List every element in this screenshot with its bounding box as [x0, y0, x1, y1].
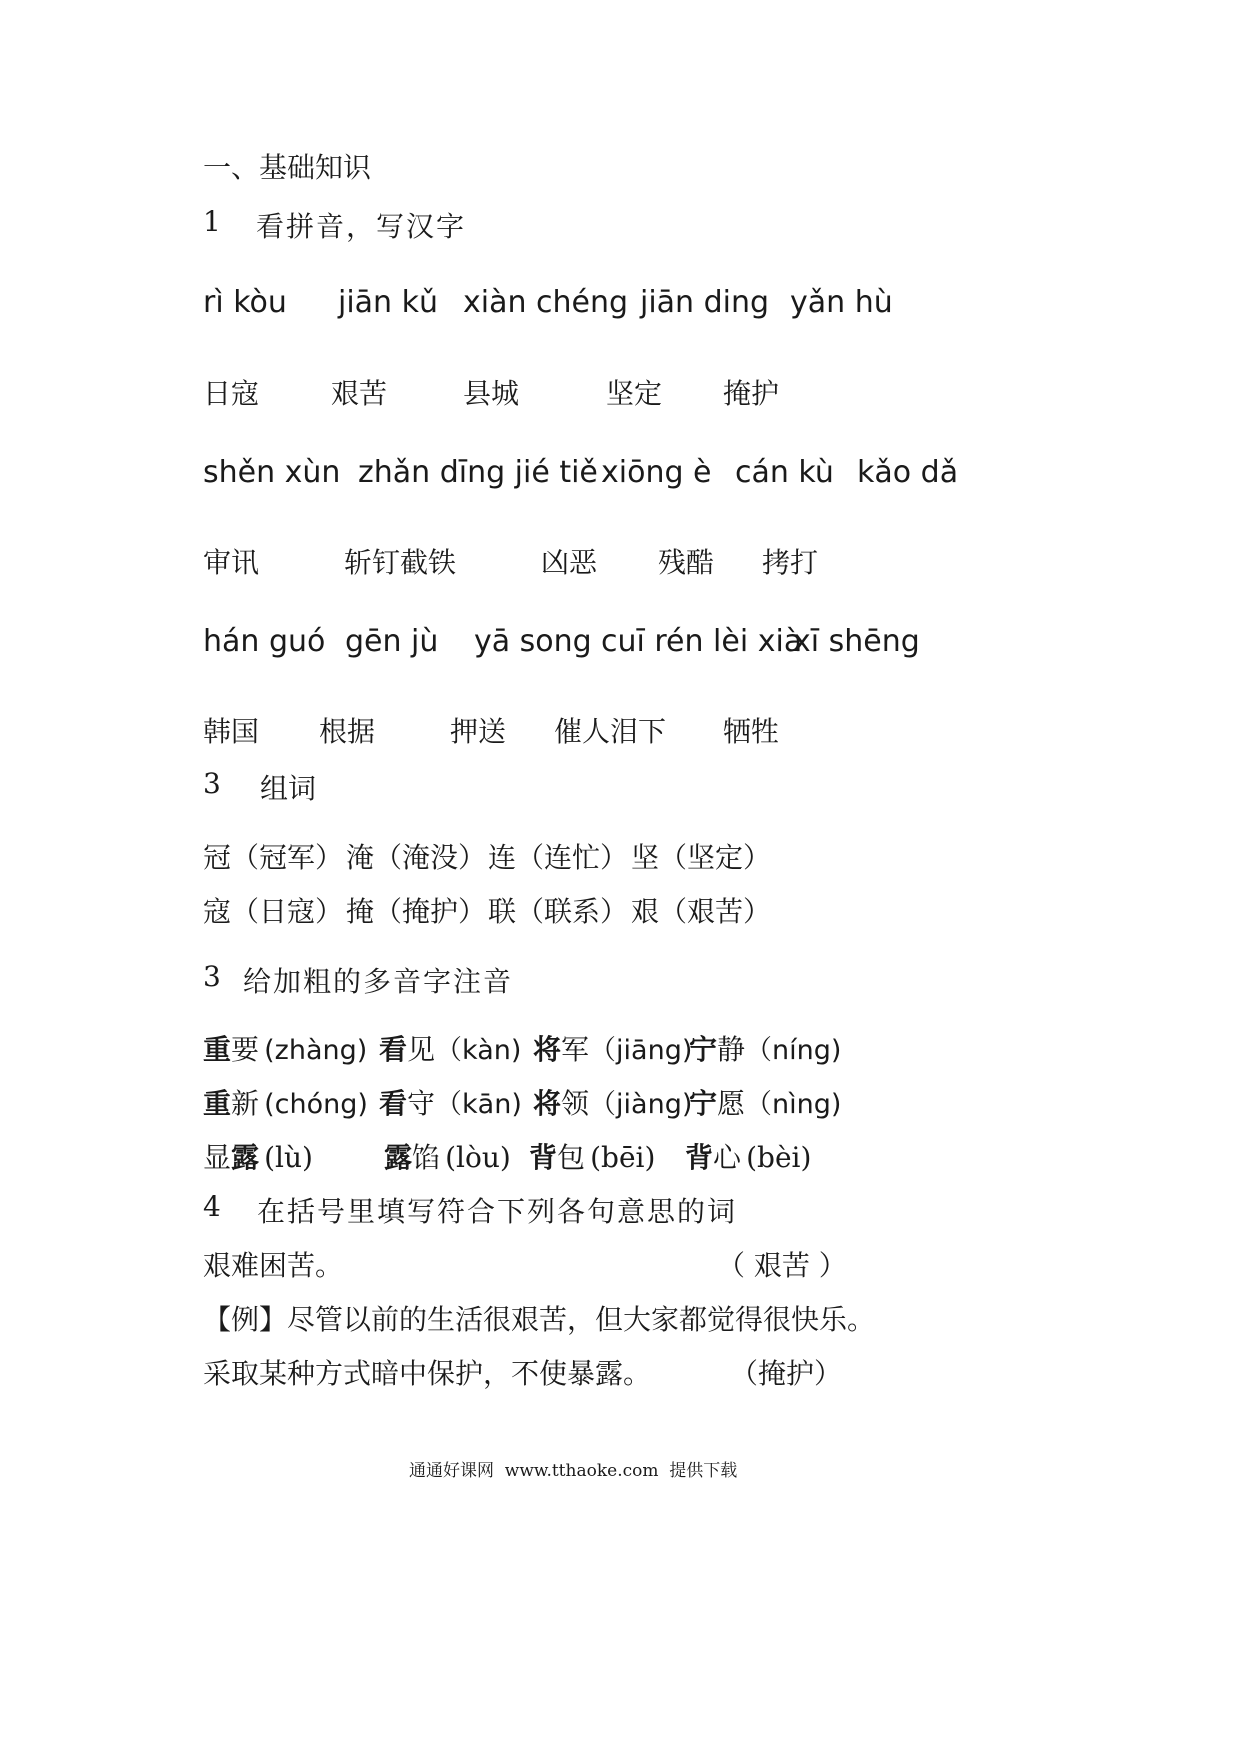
q4-number: 4 — [203, 1190, 221, 1223]
polyphone-rest: 愿 — [717, 1087, 746, 1120]
pinyin-word: yā song — [474, 624, 592, 659]
polyphone-item — [689, 1028, 841, 1068]
polyphone-pinyin: (bèi) — [746, 1141, 812, 1174]
polyphone-pinyin: （jiàng) — [589, 1089, 693, 1120]
polyphone-rest: 馅 — [412, 1141, 441, 1174]
q4-title: 在括号里填写符合下列各句意思的词 — [257, 1195, 738, 1228]
word-group: 掩（掩护） — [346, 895, 487, 928]
polyphone-rest: 见 — [407, 1033, 436, 1066]
pinyin-word: shěn xùn — [203, 455, 341, 490]
q2-number: 3 — [203, 767, 221, 800]
polyphone-pinyin: （kàn) — [435, 1035, 522, 1066]
hanzi-answer: 凶恶 — [541, 546, 598, 579]
word-group: 寇（日寇） — [203, 895, 344, 928]
hanzi-answer: 牺牲 — [723, 715, 780, 748]
polyphone-pinyin: (chóng) — [264, 1089, 368, 1120]
q3-number: 3 — [203, 960, 221, 993]
polyphone-item — [685, 1136, 811, 1176]
hanzi-answer: 押送 — [450, 715, 507, 748]
definition-text: 艰难困苦。 — [203, 1249, 344, 1282]
polyphone-char: 宁 — [689, 1033, 718, 1066]
polyphone-rest: 要 — [231, 1033, 260, 1066]
polyphone-char: 将 — [533, 1033, 562, 1066]
polyphone-rest: 守 — [407, 1087, 436, 1120]
polyphone-char: 露 — [231, 1141, 260, 1174]
polyphone-char: 背 — [529, 1141, 558, 1174]
word-group: 坚（坚定） — [631, 841, 772, 874]
pinyin-word: hán guó — [203, 624, 326, 659]
polyphone-pinyin: (bēi) — [590, 1141, 656, 1174]
polyphone-item — [689, 1082, 841, 1122]
polyphone-rest: 领 — [561, 1087, 590, 1120]
word-group: 淹（淹没） — [346, 841, 487, 874]
hanzi-answer: 催人泪下 — [554, 715, 667, 748]
polyphone-pinyin: (zhàng) — [264, 1035, 368, 1066]
polyphone-pinyin: (lòu) — [445, 1141, 511, 1174]
polyphone-rest: 新 — [231, 1087, 260, 1120]
word-group: 冠（冠军） — [203, 841, 344, 874]
hanzi-answer: 韩国 — [203, 715, 260, 748]
pinyin-word: jiān kǔ — [338, 285, 438, 320]
polyphone-char: 宁 — [689, 1087, 718, 1120]
definition-text: 采取某种方式暗中保护，不使暴露。 — [203, 1357, 652, 1390]
pinyin-word: xiōng è — [601, 455, 712, 490]
q1-title: 看拼音，写汉字 — [256, 210, 467, 243]
word-group: 艰（艰苦） — [631, 895, 772, 928]
q1-number: 1 — [203, 205, 221, 238]
polyphone-item — [529, 1136, 655, 1176]
polyphone-pinyin: （jiāng) — [589, 1035, 693, 1066]
polyphone-item — [533, 1082, 692, 1122]
polyphone-item — [533, 1028, 692, 1068]
pinyin-word: gēn jù — [345, 624, 439, 659]
hanzi-answer: 拷打 — [762, 546, 819, 579]
polyphone-pinyin: （nìng) — [745, 1089, 842, 1120]
hanzi-answer: 残酷 — [658, 546, 715, 579]
polyphone-char: 重 — [203, 1033, 232, 1066]
hanzi-answer: 日寇 — [203, 377, 260, 410]
polyphone-rest: 军 — [561, 1033, 590, 1066]
pinyin-word: xiàn chéng — [463, 285, 629, 320]
definition-answer: （ 艰苦 ） — [717, 1249, 847, 1282]
example-sentence: 【例】尽管以前的生活很艰苦，但大家都觉得很快乐。 — [203, 1303, 876, 1336]
polyphone-char: 背 — [685, 1141, 714, 1174]
pinyin-word: jiān ding — [640, 285, 770, 320]
hanzi-answer: 坚定 — [606, 377, 663, 410]
definition-answer: （掩护） — [730, 1357, 843, 1390]
word-group: 联（联系） — [488, 895, 629, 928]
pinyin-word: kǎo dǎ — [857, 455, 959, 490]
polyphone-char: 重 — [203, 1087, 232, 1120]
pinyin-word: cán kù — [735, 455, 834, 490]
polyphone-char: 看 — [379, 1033, 408, 1066]
q2-title: 组词 — [260, 772, 317, 805]
pinyin-word: yǎn hù — [790, 285, 893, 320]
pinyin-word: zhǎn dīng jié tiě — [358, 455, 598, 490]
hanzi-answer: 斩钉截铁 — [344, 546, 457, 579]
word-group: 连（连忙） — [488, 841, 629, 874]
hanzi-answer: 艰苦 — [331, 377, 388, 410]
polyphone-pinyin: （kān) — [435, 1089, 522, 1120]
polyphone-item — [203, 1028, 367, 1068]
polyphone-char: 将 — [533, 1087, 562, 1120]
polyphone-rest: 心 — [713, 1141, 742, 1174]
hanzi-answer: 审讯 — [203, 546, 260, 579]
pinyin-word: xī shēng — [793, 624, 920, 659]
polyphone-rest: 静 — [717, 1033, 746, 1066]
polyphone-item — [384, 1136, 511, 1176]
polyphone-item — [203, 1082, 368, 1122]
polyphone-pinyin: （níng) — [745, 1035, 842, 1066]
hanzi-answer: 掩护 — [723, 377, 780, 410]
polyphone-item — [203, 1136, 313, 1176]
pinyin-word: cuī rén lèi xià — [601, 624, 803, 659]
section-title: 一、基础知识 — [203, 151, 372, 184]
footer-credit: 通通好课网 www.tthaoke.com 提供下载 — [409, 1461, 738, 1481]
hanzi-answer: 根据 — [319, 715, 376, 748]
hanzi-answer: 县城 — [463, 377, 520, 410]
polyphone-char: 露 — [384, 1141, 413, 1174]
polyphone-char: 看 — [379, 1087, 408, 1120]
q3-title: 给加粗的多音字注音 — [243, 965, 514, 998]
polyphone-rest: 包 — [557, 1141, 586, 1174]
polyphone-item — [379, 1082, 522, 1122]
pinyin-word: rì kòu — [203, 285, 287, 320]
polyphone-pinyin: (lù) — [264, 1141, 313, 1174]
polyphone-item — [379, 1028, 521, 1068]
polyphone-pre: 显 — [203, 1141, 232, 1174]
